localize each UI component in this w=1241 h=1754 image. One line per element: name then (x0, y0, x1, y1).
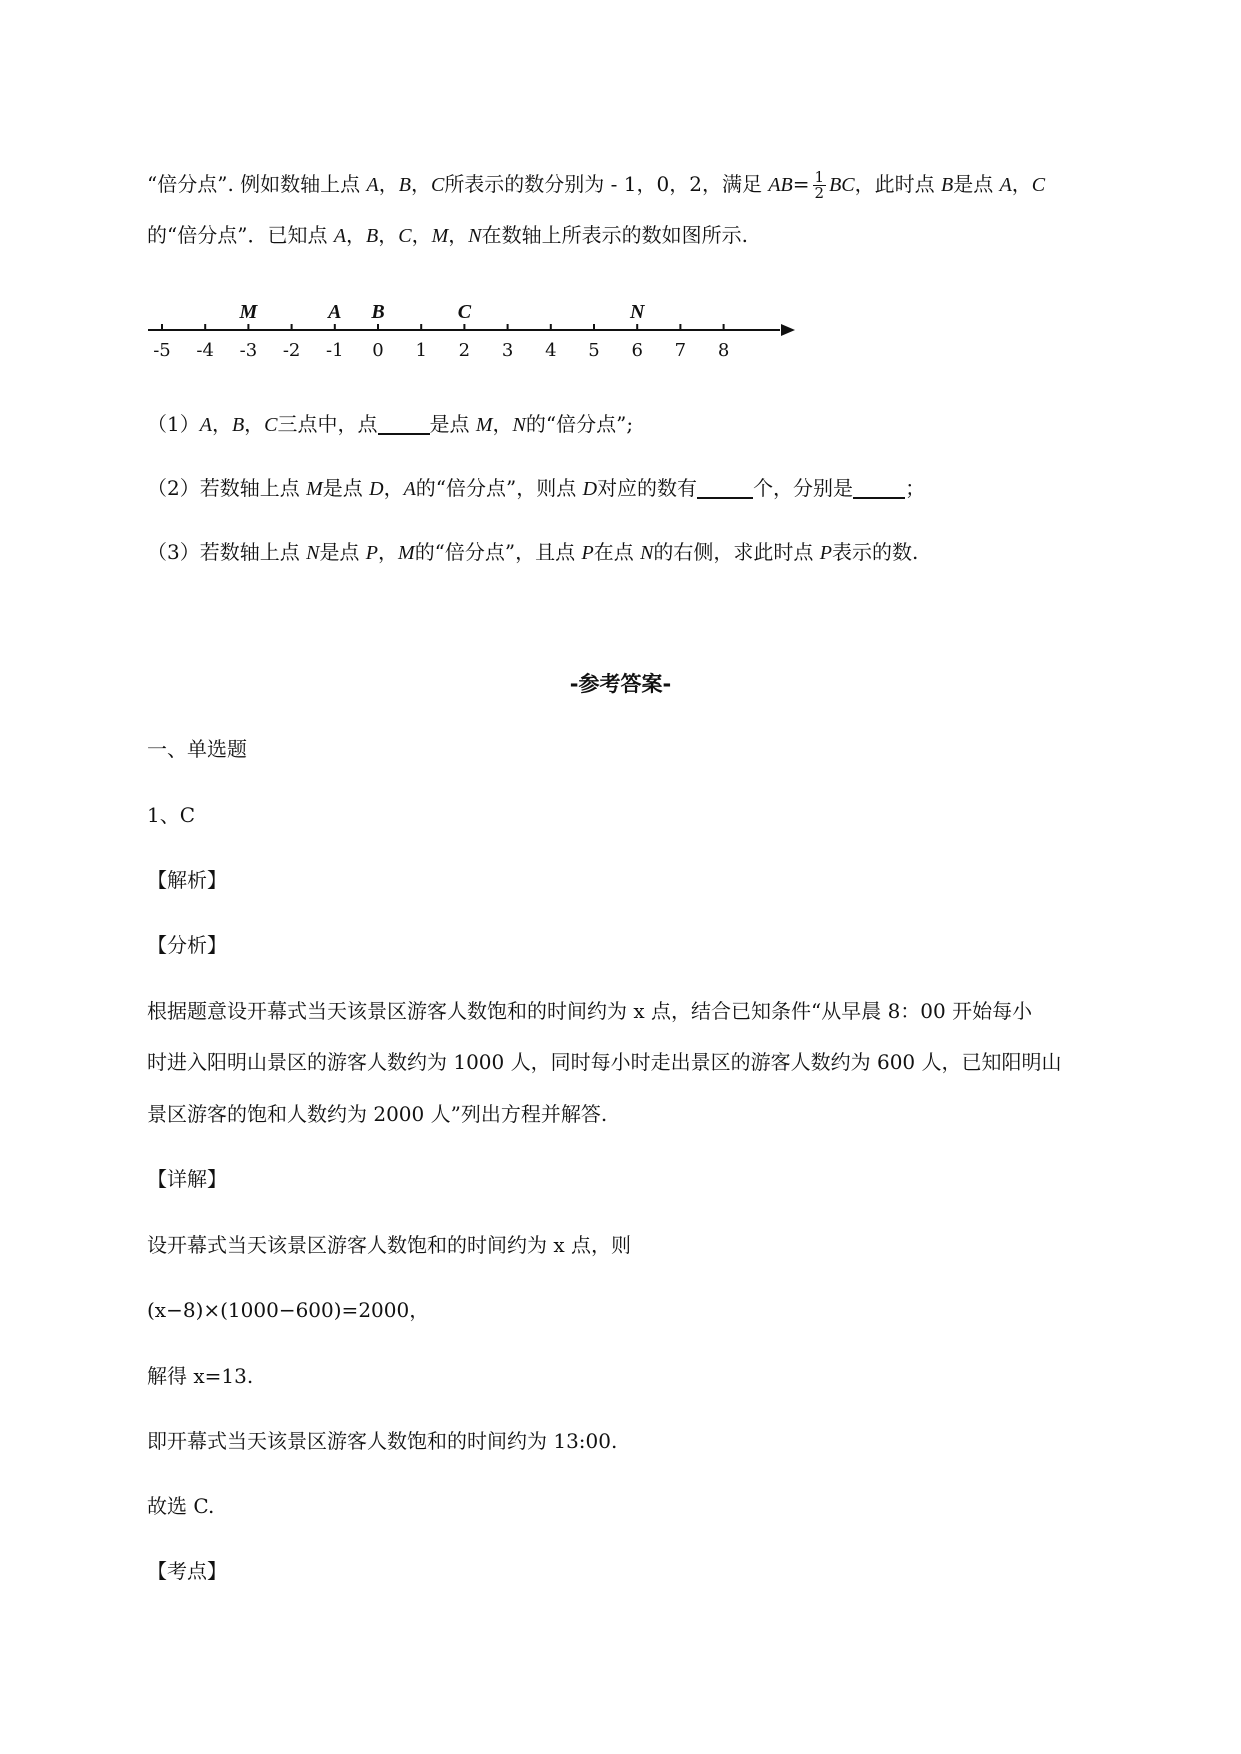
var-n: N (306, 542, 320, 564)
var-c: C (1031, 174, 1046, 196)
tick-label: 7 (674, 340, 687, 361)
fenxi-heading: 【分析】 (147, 933, 227, 957)
var-p: P (581, 542, 594, 564)
point-label-c: C (457, 301, 472, 323)
var-p: P (365, 542, 379, 564)
var-b: B (398, 174, 411, 196)
var-p: P (819, 542, 832, 564)
text: ， (383, 476, 404, 500)
xiangjie-heading: 【详解】 (147, 1167, 227, 1191)
text: ， (211, 412, 232, 436)
var-m: M (306, 478, 323, 500)
question-number: 1、C (147, 803, 196, 827)
point-label-m: M (239, 301, 258, 323)
text: ， (410, 172, 431, 196)
var-bc: BC (829, 174, 855, 196)
answer-blank-count[interactable] (697, 475, 753, 499)
tick-label: -1 (326, 340, 344, 361)
tick-label: -2 (282, 340, 301, 361)
text: ， (378, 223, 399, 247)
var-b: B (366, 225, 379, 247)
text: 三点中，点 (277, 412, 378, 436)
question-1 (147, 410, 633, 439)
analysis-line-1: 根据题意设开幕式当天该景区游客人数饱和的时间约为 x 点，结合已知条件“从早晨 8：00 开始每小 (147, 999, 1033, 1023)
text: 的“倍分点”，且点 (414, 540, 582, 564)
solve-line: 解得 x=13. (147, 1364, 254, 1388)
point-label-a: A (328, 301, 342, 323)
tick-label: 6 (631, 340, 643, 361)
text: ， (492, 412, 513, 436)
text: ， (448, 223, 469, 247)
answer-blank[interactable] (378, 411, 430, 435)
text: 是点 (319, 540, 366, 564)
var-a: A (333, 225, 347, 247)
tick-label: 2 (458, 340, 471, 361)
choose-line: 故选 C. (147, 1494, 215, 1518)
tick-label: 1 (415, 340, 427, 361)
var-m: M (431, 225, 449, 247)
point-label-n: N (629, 301, 645, 323)
text: ，此时点 (854, 172, 941, 196)
text: ， (378, 540, 399, 564)
text: 的“倍分点”; (525, 412, 634, 436)
var-n: N (468, 225, 482, 247)
text: ； (905, 476, 926, 500)
text: （1） (147, 412, 200, 436)
text: 是点 (953, 172, 1000, 196)
var-c: C (264, 414, 278, 436)
tick-label: -3 (239, 340, 258, 361)
text: ， (1011, 172, 1032, 196)
equals-sign: = (792, 172, 810, 196)
kaodian-heading: 【考点】 (147, 1559, 227, 1583)
var-c: C (398, 225, 412, 247)
detail-line-1: 设开幕式当天该景区游客人数饱和的时间约为 x 点，则 (147, 1233, 631, 1257)
question-2 (147, 474, 925, 503)
text: 的“倍分点”．已知点 (147, 223, 334, 247)
text: 的右侧，求此时点 (653, 540, 820, 564)
var-c: C (430, 174, 445, 196)
section-heading: 一、单选题 (147, 737, 247, 761)
arrow-head-icon (781, 324, 795, 336)
text: ， (244, 412, 265, 436)
analysis-line-2: 时进入阳明山景区的游客人数约为 1000 人，同时每小时走出景区的游客人数约为 600 人，已知阳明山 (147, 1050, 1062, 1074)
intro-line-1 (147, 170, 1045, 201)
var-a: A (199, 414, 212, 436)
equation: (x−8)×(1000−600)=2000， (147, 1298, 430, 1322)
text: 是点 (429, 412, 476, 436)
fraction-numerator: 1 (814, 168, 825, 186)
tick-label: 3 (501, 340, 514, 361)
text: （3）若数轴上点 (147, 540, 307, 564)
jiexi-heading: 【解析】 (147, 868, 227, 892)
text: 在点 (593, 540, 641, 564)
tick-label: 4 (545, 340, 557, 361)
text: ， (378, 172, 399, 196)
var-n: N (512, 414, 526, 436)
text: 在数轴上所表示的数如图所示. (481, 223, 748, 247)
point-label-b: B (371, 301, 385, 323)
text: 表示的数. (832, 540, 919, 564)
var-a: A (366, 174, 379, 196)
var-ab: AB (768, 174, 793, 196)
text: “倍分点”. 例如数轴上点 (147, 172, 367, 196)
text: （2）若数轴上点 (147, 476, 307, 500)
var-d: D (582, 478, 598, 500)
tick-label: 0 (372, 340, 384, 361)
tick-label: 5 (588, 340, 600, 361)
tick-label: 8 (717, 340, 730, 361)
number-line-diagram (140, 290, 800, 370)
var-b: B (941, 174, 954, 196)
analysis-line-3: 景区游客的饱和人数约为 2000 人”列出方程并解答. (147, 1102, 608, 1126)
conclusion-line: 即开幕式当天该景区游客人数饱和的时间约为 13:00. (147, 1429, 618, 1453)
var-m: M (398, 542, 415, 564)
question-3 (147, 538, 918, 567)
text: ， (346, 223, 367, 247)
fraction-denominator: 2 (814, 184, 825, 202)
var-d: D (369, 478, 384, 500)
var-n: N (640, 542, 654, 564)
answer-blank-values[interactable] (853, 475, 905, 499)
tick-label: -4 (196, 340, 214, 361)
answer-title: -参考答案- (569, 672, 672, 696)
var-a: A (999, 174, 1012, 196)
text: 个，分别是 (753, 476, 854, 500)
var-b: B (231, 414, 245, 436)
text: 所表示的数分别为 - 1，0，2，满足 (444, 172, 769, 196)
tick-label: -5 (153, 340, 171, 361)
text: 是点 (322, 476, 370, 500)
text: ， (411, 223, 432, 247)
fraction-one-half (813, 170, 827, 201)
text: 对应的数有 (597, 476, 698, 500)
text: 的“倍分点”，则点 (415, 476, 583, 500)
var-a: A (403, 478, 416, 500)
var-m: M (475, 414, 493, 436)
intro-line-2 (147, 221, 748, 250)
